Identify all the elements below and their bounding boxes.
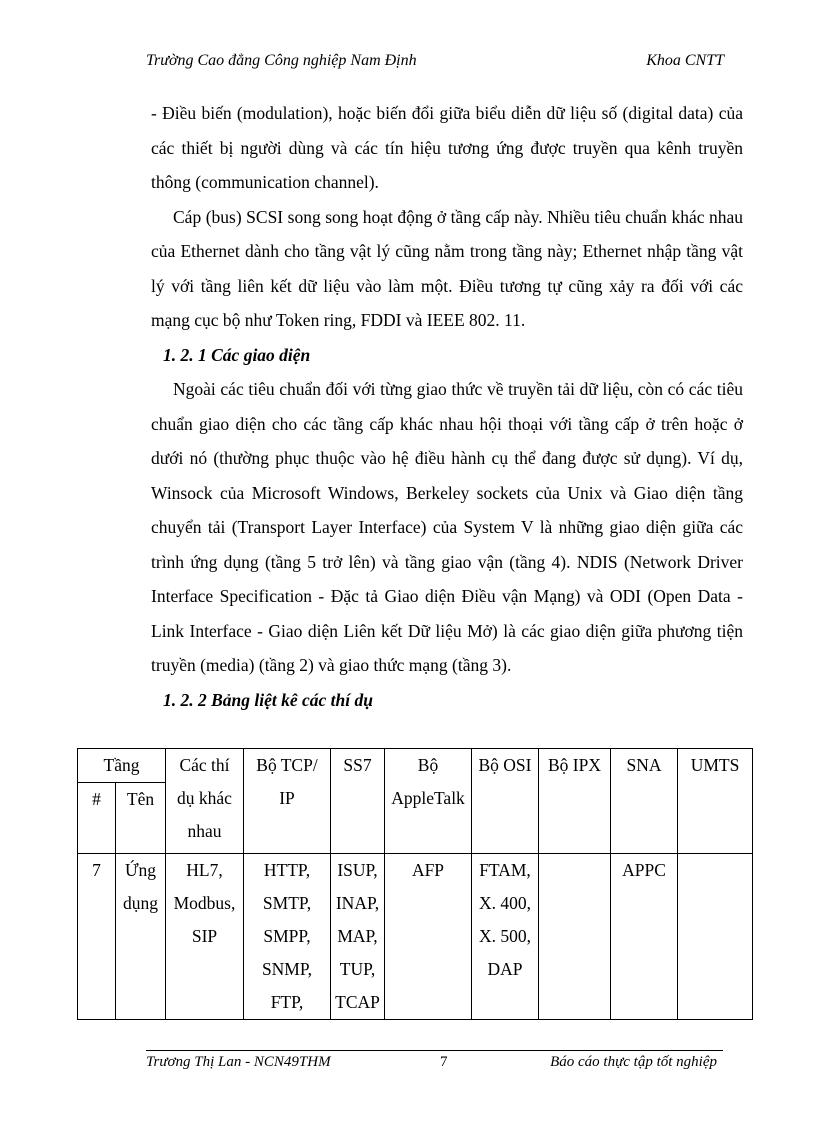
footer-report-title: Báo cáo thực tập tốt nghiệp: [550, 1054, 717, 1070]
row7-number: 7: [78, 854, 116, 1020]
heading-interfaces: 1. 2. 1 Các giao diện: [163, 344, 311, 365]
header-department: Khoa CNTT: [646, 52, 724, 69]
paragraph-modulation: - Điều biến (modulation), hoặc biến đổi giữa biểu diễn dữ liệu số (digital data) của các thiết bị người dùng và các tín hiệu tương ứng được truyền qua kênh truyền thông (communication channel).: [151, 103, 743, 192]
row7-examples: HL7, Modbus, SIP: [166, 854, 244, 1020]
header-ipx: Bộ IPX: [539, 749, 611, 854]
paragraph-interfaces: Ngoài các tiêu chuẩn đối với từng giao thức về truyền tải dữ liệu, còn có các tiêu chuẩn giao diện cho các tầng cấp khác nhau hội thoại với tầng cấp ở trên hoặc ở dưới nó (thường phục thuộc vào hệ điều hành cụ thể đang được sử dụng). Ví dụ, Winsock của Microsoft Windows, Berkeley sockets của Unix và Giao diện tầng chuyển tải (Transport Layer Interface) của System V là những giao diện giữa các trình ứng dụng (tầng 5 trở lên) và tầng giao vận (tầng 4). NDIS (Network Driver Interface Specification - Đặc tả Giao diện Điều vận Mạng) và ODI (Open Data - Link Interface - Giao diện Liên kết Dữ liệu Mở) là các giao diện giữa phương tiện truyền (media) (tầng 2) và giao thức mạng (tầng 3).: [151, 379, 743, 675]
page-footer: [146, 1054, 723, 1076]
examples-table: [77, 748, 753, 1020]
page-number: 7: [440, 1054, 448, 1070]
header-layer: Tầng: [78, 749, 166, 783]
header-ss7: SS7: [331, 749, 385, 854]
page-header: [146, 52, 724, 74]
paragraph-scsi: Cáp (bus) SCSI song song hoạt động ở tầng cấp này. Nhiều tiêu chuẩn khác nhau của Ethernet dành cho tầng vật lý cũng nằm trong tầng này; Ethernet nhập tầng vật lý với tầng liên kết dữ liệu vào làm một. Điều tương tự cũng xảy ra đối với các mạng cục bộ như Token ring, FDDI và IEEE 802. 11.: [151, 206, 743, 330]
header-school: Trường Cao đẳng Công nghiệp Nam Định: [146, 52, 417, 69]
table-header-row: [78, 749, 753, 783]
row7-ss7: ISUP, INAP, MAP, TUP, TCAP: [331, 854, 385, 1020]
row7-name: Ứng dụng: [116, 854, 166, 1020]
row7-appletalk: AFP: [385, 854, 472, 1020]
footer-author: Trương Thị Lan - NCN49THM: [146, 1054, 331, 1070]
header-tcpip: Bộ TCP/ IP: [244, 749, 331, 854]
row7-sna: APPC: [611, 854, 678, 1020]
header-osi: Bộ OSI: [472, 749, 539, 854]
header-umts: UMTS: [678, 749, 753, 854]
header-sna: SNA: [611, 749, 678, 854]
body-text: [151, 96, 743, 717]
table-row: [78, 854, 753, 1020]
header-number: #: [78, 783, 116, 854]
row7-umts: [678, 854, 753, 1020]
header-appletalk: Bộ AppleTalk: [385, 749, 472, 854]
heading-examples-table: 1. 2. 2 Bảng liệt kê các thí dụ: [163, 689, 373, 710]
row7-ipx: [539, 854, 611, 1020]
row7-tcpip: HTTP, SMTP, SMPP, SNMP, FTP,: [244, 854, 331, 1020]
footer-divider: [146, 1050, 723, 1051]
header-examples: Các thí dụ khác nhau: [166, 749, 244, 854]
header-name: Tên: [116, 783, 166, 854]
row7-osi: FTAM, X. 400, X. 500, DAP: [472, 854, 539, 1020]
